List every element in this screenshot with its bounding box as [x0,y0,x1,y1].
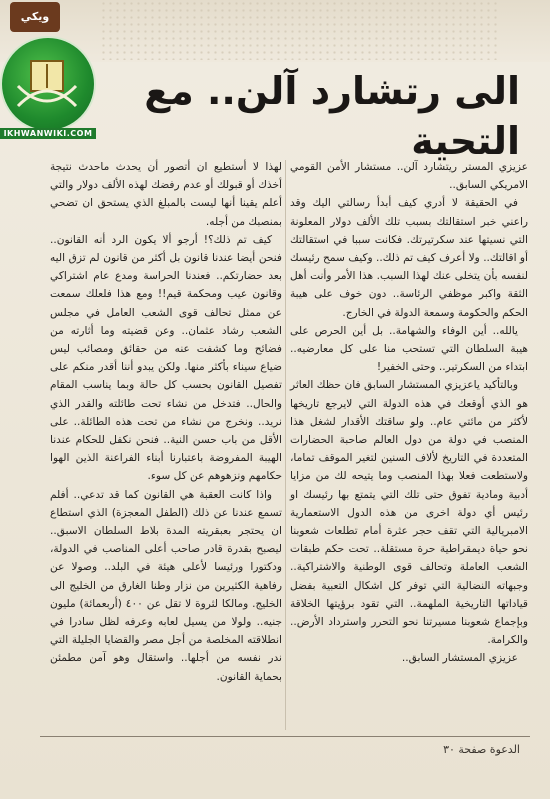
article-column-right [290,158,528,668]
article-column-left [50,158,282,686]
logo-site-text: IKHWANWIKI.COM [0,128,96,139]
paragraph: عزيزي المستر ريتشارد آلن.. مستشار الأمن القومي الامريكي السابق.. [290,161,528,192]
paragraph: كيف تم ذلك؟! أرجو ألا يكون الرد أنه القانون.. فنحن أيضا عندنا قانون بل أكثر من قانون لم تزق اليه بعد حضارتكم.. فعندنا الحراسة ومدع عام اشتراكي وقانون عيب ومحكمة قيم!! ومع هذا فلعلك سمعت عن ممثل تحالف قوى الشعب العامل في مجلس الشعب رشاد عثمان.. وعن قضيته وما أثارته من فضائح وما كشفت عنه من حقائق ومصائب ليس ضياع سيناء بأكثر منها. ولكن يبدو أننا أقدر منكم على تفصيل القانون بحسب كل حالة وبما يناسب المقام والحال.. فتدخل من نشاء تحت طائلته والقدر الذي نريد.. ونخرج من نشاء من تحت هذه الطائلة.. على الأقل من باب حسن النية.. فنحن نكفل للحكام عندنا الهيبة المفروضة باعتبارنا أبناء الفراعنة الذين الهوا حكامهم ونزهوهم عن كل سوء. [50,233,282,483]
paragraph: لهذا لا أستطيع ان أتصور أن يحدث ماحدث نتيجة أخذك أو قبولك أو عدم رفضك لهذه الألف دولار والتي أعلم يقينا أنها ليست بالمبلغ الذي يستحق ان تضحي بمنصبك من أجله. [50,161,282,228]
column-divider [285,160,286,730]
article-title: الى رتشارد آلن.. مع التحية [144,69,520,163]
ikhwanwiki-logo [2,38,94,130]
paragraph: في الحقيقة لا أدري كيف أبدأ رسالتي اليك وقد راعني خبر استقالتك بسبب تلك الألف دولار المعلونة التي نسيتها عند سكرتيرتك. فكانت سببا في استقالتك أو اقالتك.. ولا أعرف كيف تم ذلك.. وكيف سمح رئيسك لنفسه بأن يتخلى عنك لهذا السبب. هذا الأمر وأنت أهل الثقة واكبر موظفي الرئاسة.. دون خوف على هيبة الحكم والحكومة وسمعة الدولة في الخارج. [290,197,528,319]
corner-logo-text: ويكي [20,10,50,23]
corner-logo-badge [10,2,60,32]
footer-rule [40,736,530,737]
page-footer: الدعوة صفحة ٣٠ [443,743,520,756]
paragraph: واذا كانت العقبة هي القانون كما قد تدعي.. أفلم تسمع عندنا عن ذلك (الطفل المعجزة) الذي استطاع ان يحتجر بعبقريته المدة بلاط السلطان الاسبق.. ليصبح بقدرة قادر صاحب أعلى المناصب في الدولة، ودكتورا ورئيسا لأعلى هيئة في البلد.. وصولا عن رفاهية الكثيرين من نزار وطنا الغارق من الخليج الى الخليج. ومالكا لثروة لا تقل عن ٤٠٠ (أربعمائة) مليون جنيه.. ولولا من يسيل لعابه وعرفه لظل سادرا في انطلاقته المخلصة من أجل مصر والقضايا الجليلة التي ندر نفسه من أجلها.. واستقال وهو آمن مطمئن بحماية القانون. [50,488,282,683]
crossed-swords-icon [14,82,80,112]
paragraph: وبالتأكيد ياعزيزي المستشار السابق فان حظك العاثر هو الذي أوقعك في هذه الدولة التي لايرجع تاريخها لأكثر من مائتي عام.. ولو ساقتك الأقدار لشغل هذا المنصب في دولة من دول العالم صاحبة الحضارات المتعددة في التاريخ لألاف السنين لتغير الموقف تماما، ولاستطعت فعلا بهذا المنصب وما يتيحه لك من مزايا أدبية ومادية تفوق حتى تلك التي يتمتع بها رئيسك او رئيس أي دولة اخرى من هذه الدول الاستعمارية الامبريالية التي تقف حجر عثرة أمام تطلعات شعوبنا نحو حياة ديمقراطية حرة مستقلة.. تحت حكم طبقات الشعب العاملة وتحالف قوى الوطنية والاشتراكية.. وجبهاته النضالية التي توفر كل اشكال التعبية بفضل قياداتها التاريخية الملهمة.. التي تقود برؤيتها الخلاقة وبإجماع شعوبنا مسيرتنا نحو التحرر واسترداد الأرض.. والكرامة. [290,379,528,647]
paragraph: عزيزي المستشار السابق.. [401,652,518,665]
paragraph: يالله.. أين الوفاء والشهامة.. بل أين الحرص على هيبة السلطان التي تستحب منا على كل معارضيه.. ابتداء من السكرتير.. وحتى الخفير! [290,324,528,374]
dot-pattern [100,0,500,60]
